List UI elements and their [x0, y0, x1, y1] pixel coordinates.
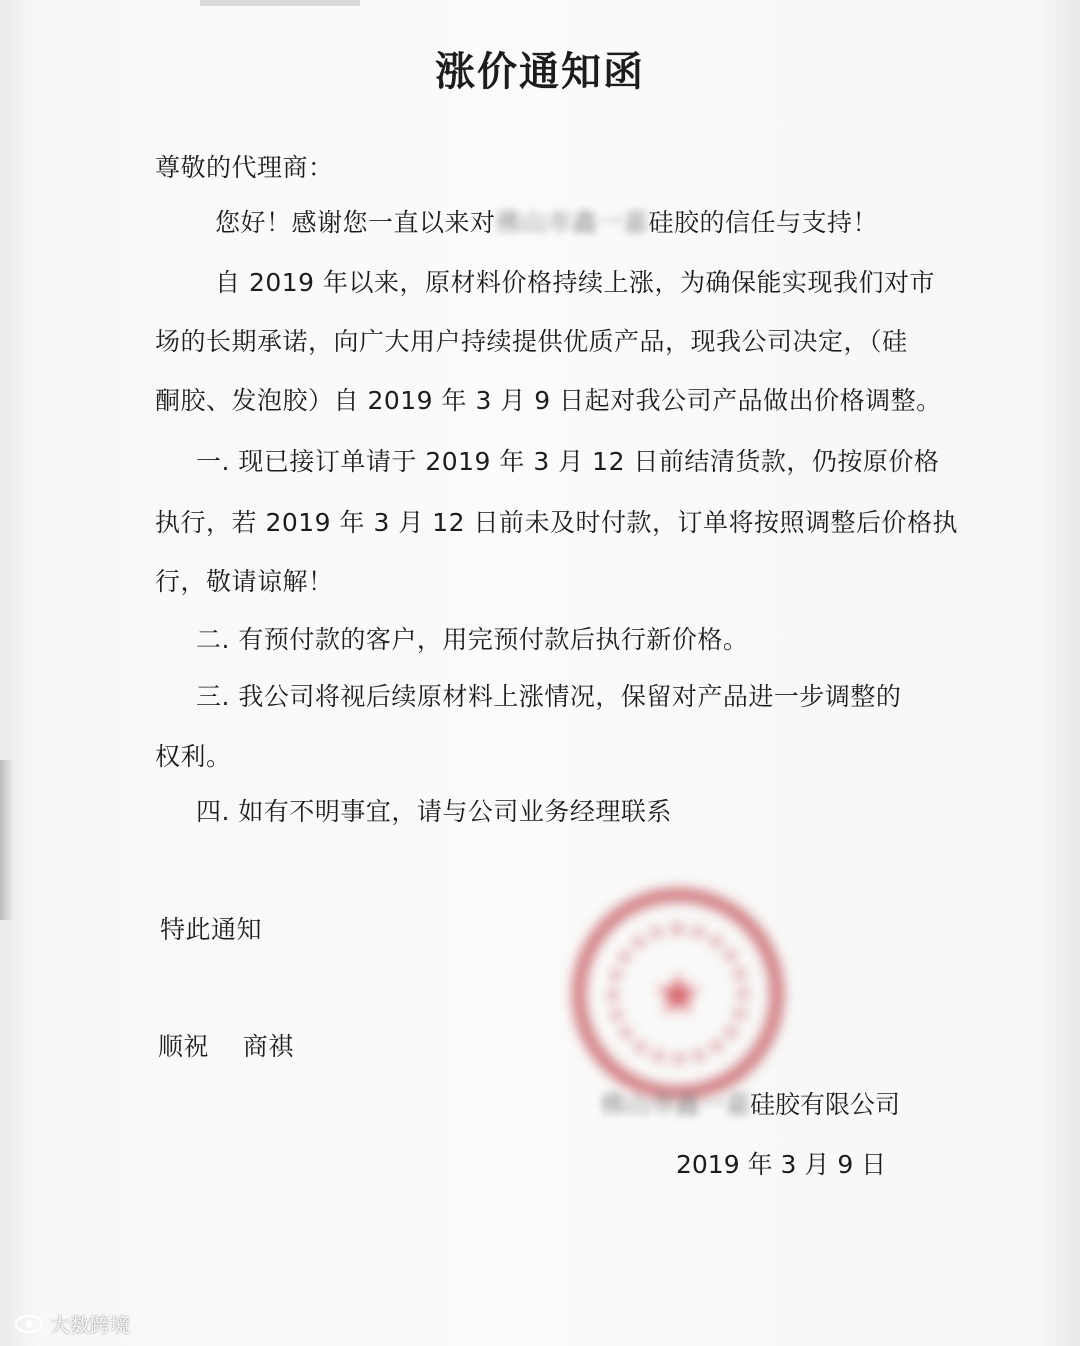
document-date: 2019 年 3 月 9 日	[676, 1150, 887, 1179]
greeting-prefix: 您好！感谢您一直以来对	[215, 208, 496, 237]
salutation: 尊敬的代理商：	[155, 153, 334, 182]
greeting-suffix: 硅胶的信任与支持！	[648, 208, 879, 237]
item-3-line-2: 权利。	[155, 742, 232, 771]
closing-regards: 顺祝 商祺	[158, 1032, 294, 1061]
watermark-text: 大数跨境	[50, 1313, 130, 1337]
item-1-line-2: 执行，若 2019 年 3 月 12 日前未及时付款，订单将按照调整后价格执	[155, 508, 959, 537]
greeting-line	[215, 203, 878, 239]
document-title: 涨价通知函	[435, 49, 645, 95]
company-seal	[572, 888, 784, 1100]
paper-edge-strip	[200, 0, 360, 6]
company-blurred-name: 佛山市鑫一嘉	[600, 1090, 751, 1119]
eye-logo-icon	[14, 1313, 44, 1335]
watermark	[14, 1309, 130, 1338]
item-3-line-1: 三. 我公司将视后续原材料上涨情况，保留对产品进一步调整的	[196, 682, 902, 711]
item-1-line-1: 一. 现已接订单请于 2019 年 3 月 12 日前结清货款，仍按原价格	[196, 447, 940, 476]
paragraph-1-line-3: 酮胶、发泡胶）自 2019 年 3 月 9 日起对我公司产品做出价格调整。	[155, 386, 942, 415]
seal-star-icon: ★	[652, 960, 704, 1028]
item-2: 二. 有预付款的客户，用完预付款后执行新价格。	[196, 625, 749, 654]
paragraph-1-line-1: 自 2019 年以来，原材料价格持续上涨，为确保能实现我们对市	[215, 268, 936, 297]
paragraph-1-line-2: 场的长期承诺，向广大用户持续提供优质产品，现我公司决定，（硅	[155, 327, 908, 356]
paper-edge-shadow	[0, 760, 14, 920]
company-name-suffix: 硅胶有限公司	[750, 1090, 901, 1119]
greeting-blurred-name: 佛山市鑫一嘉	[495, 208, 649, 237]
closing-notice: 特此通知	[160, 915, 263, 944]
item-4: 四. 如有不明事宜，请与公司业务经理联系	[196, 797, 672, 826]
company-signature	[600, 1085, 900, 1121]
item-1-line-3: 行，敬请谅解！	[155, 567, 334, 596]
